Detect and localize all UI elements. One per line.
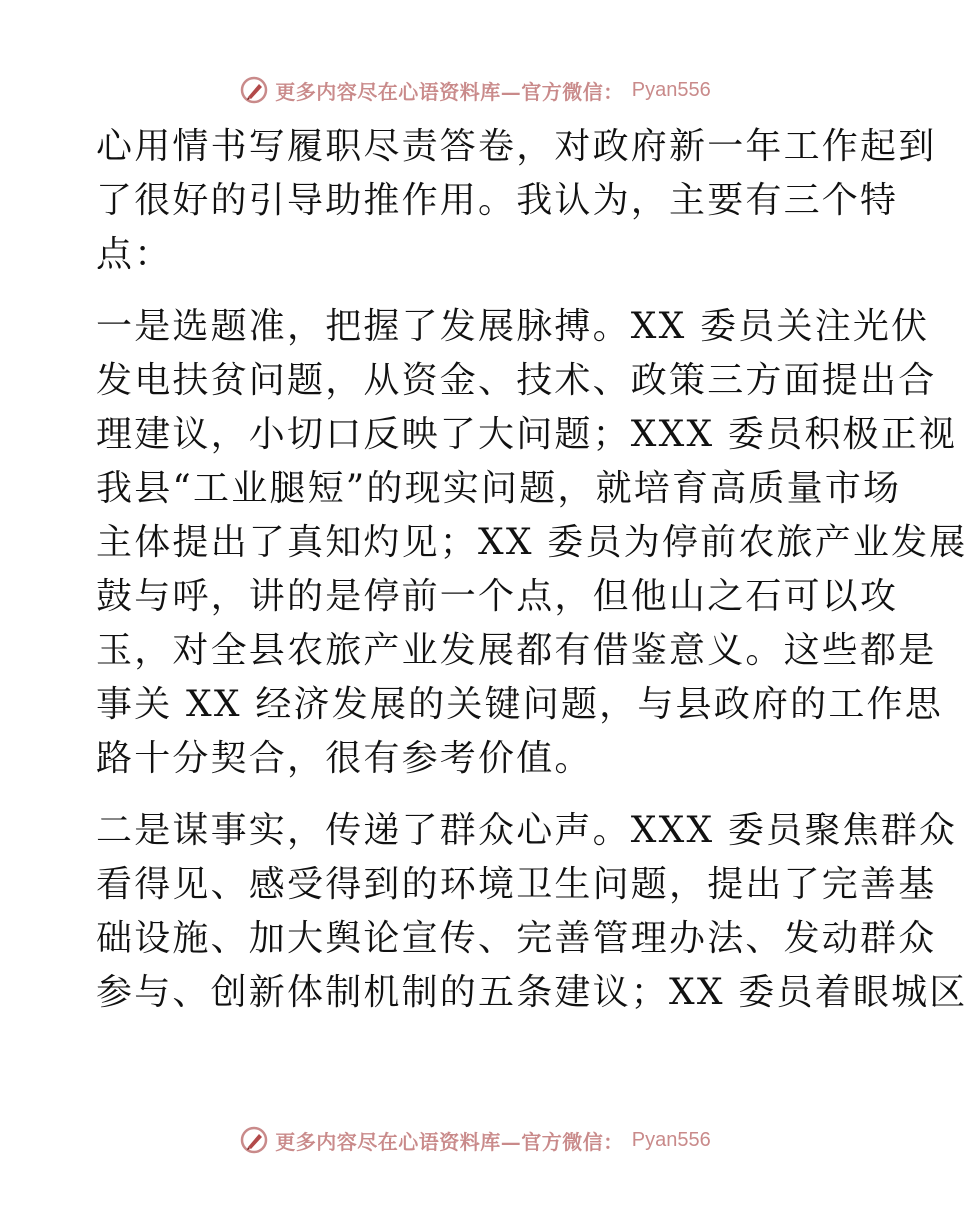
watermark-text: 更多内容尽在心语资料库—官方微信： <box>275 1129 624 1154</box>
watermark-header <box>0 70 950 110</box>
text-line: 鼓与呼，讲的是停前一个点，但他山之石可以攻 <box>96 576 899 617</box>
watermark-handle: Pyan556 <box>631 78 711 101</box>
document-body <box>96 120 968 1020</box>
text-line: 发电扶贫问题，从资金、技术、政策三方面提出合 <box>96 360 937 401</box>
text-line: 路十分契合，很有参考价值。 <box>96 738 593 779</box>
text-line: 参与、创新体制机制的五条建议；XX 委员着眼城区 <box>96 972 968 1013</box>
watermark-handle: Pyan556 <box>631 1128 711 1151</box>
text-line: 一是选题准，把握了发展脉搏。XX 委员关注光伏 <box>96 306 930 347</box>
text-line: 事关 XX 经济发展的关键问题，与县政府的工作思 <box>96 684 943 725</box>
text-line: 了很好的引导助推作用。我认为，主要有三个特 <box>96 180 899 221</box>
text-line: 础设施、加大舆论宣传、完善管理办法、发动群众 <box>96 918 937 959</box>
text-line: 主体提出了真知灼见；XX 委员为停前农旅产业发展 <box>96 522 968 563</box>
pen-logo-icon <box>239 1125 269 1155</box>
text-line: 二是谋事实，传递了群众心声。XXX 委员聚焦群众 <box>96 810 958 851</box>
text-line: 我县“工业腿短”的现实问题，就培育高质量市场 <box>96 468 902 509</box>
text-line: 玉，对全县农旅产业发展都有借鉴意义。这些都是 <box>96 630 937 671</box>
pen-logo-icon <box>239 75 269 105</box>
watermark-text: 更多内容尽在心语资料库—官方微信： <box>275 79 624 104</box>
text-line: 看得见、感受得到的环境卫生问题，提出了完善基 <box>96 864 937 905</box>
text-line: 点： <box>96 234 173 275</box>
text-line: 心用情书写履职尽责答卷，对政府新一年工作起到 <box>96 126 937 167</box>
watermark-footer <box>0 1120 950 1160</box>
text-line: 理建议，小切口反映了大问题；XXX 委员积极正视 <box>96 414 958 455</box>
